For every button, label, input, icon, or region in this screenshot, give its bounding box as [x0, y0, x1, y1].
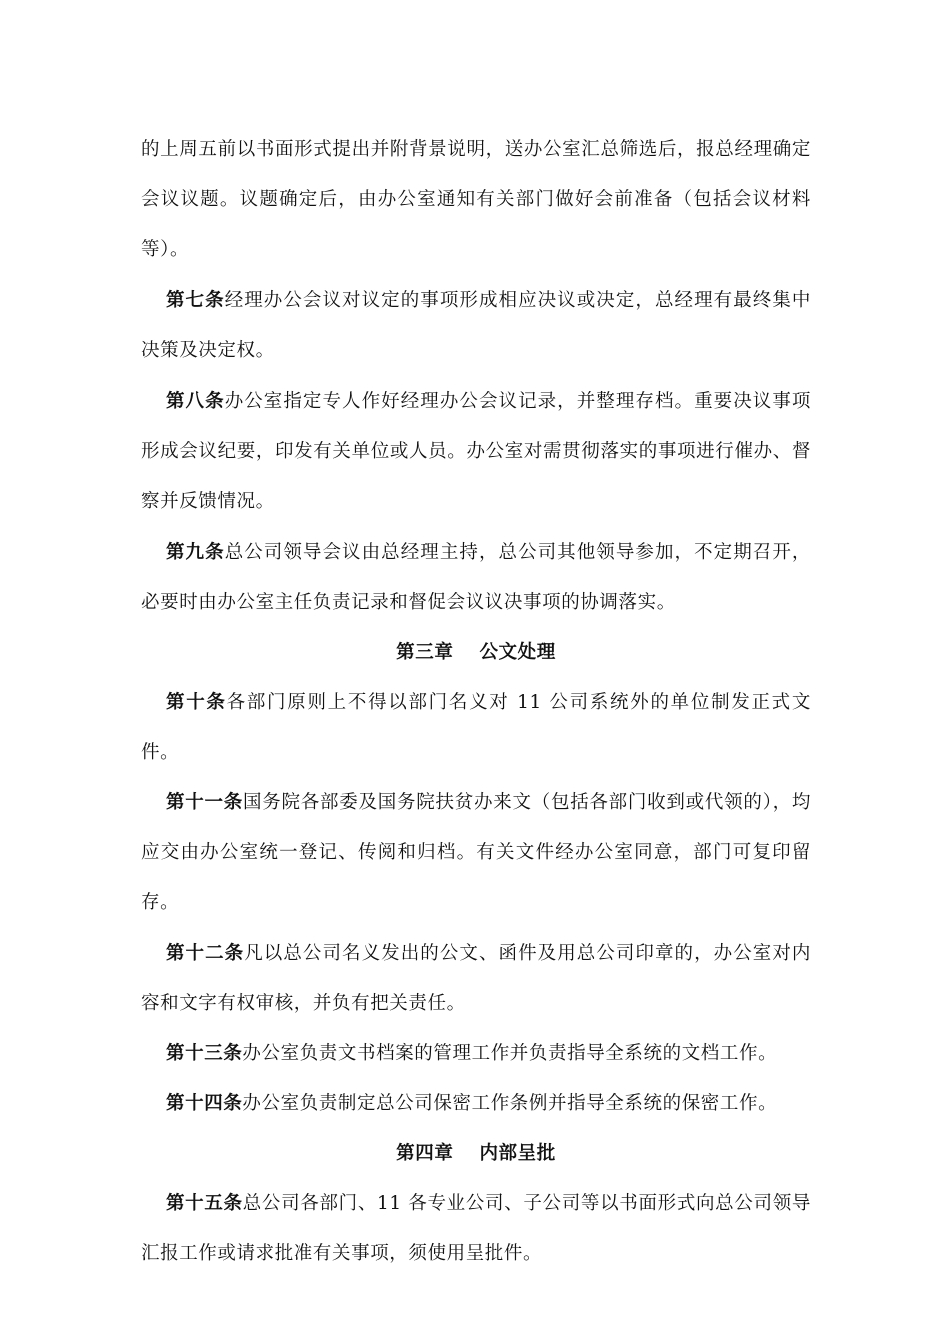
chapter-3-heading: [141, 628, 811, 678]
document-page: [141, 125, 811, 1279]
article-label: 第十五条: [166, 1193, 243, 1214]
article-text: 国务院各部委及国务院扶贫办来文（包括各部门收到或代领的），均应交由办公室统一登记、传阅和归档。有关文件经办公室同意，部门可复印留存。: [141, 792, 811, 913]
article-7: [141, 276, 811, 376]
article-text: 总公司各部门、11 各专业公司、子公司等以书面形式向总公司领导汇报工作或请求批准有关事项，须使用呈批件。: [141, 1193, 811, 1264]
article-text: 办公室负责文书档案的管理工作并负责指导全系统的文档工作。: [242, 1043, 778, 1064]
article-text: 经理办公会议对议定的事项形成相应决议或决定，总经理有最终集中决策及决定权。: [141, 290, 811, 361]
chapter-number: 第四章: [396, 1143, 454, 1164]
article-14: [141, 1079, 811, 1129]
article-label: 第八条: [166, 391, 225, 412]
article-label: 第七条: [166, 290, 225, 311]
article-text: 办公室负责制定总公司保密工作条例并指导全系统的保密工作。: [242, 1093, 778, 1114]
article-8: [141, 377, 811, 527]
article-text: 凡以总公司名义发出的公文、函件及用总公司印章的，办公室对内容和文字有权审核，并负有把关责任。: [141, 943, 812, 1014]
paragraph-text: 的上周五前以书面形式提出并附背景说明，送办公室汇总筛选后，报总经理确定会议议题。议题确定后，由办公室通知有关部门做好会前准备（包括会议材料等）。: [141, 139, 811, 260]
chapter-title: 内部呈批: [479, 1143, 556, 1164]
article-label: 第十二条: [166, 943, 245, 964]
article-text: 总公司领导会议由总经理主持，总公司其他领导参加，不定期召开，必要时由办公室主任负责记录和督促会议议决事项的协调落实。: [141, 542, 811, 613]
article-label: 第十一条: [166, 792, 243, 813]
article-13: [141, 1029, 811, 1079]
article-9: [141, 528, 811, 628]
article-text: 各部门原则上不得以部门名义对 11 公司系统外的单位制发正式文件。: [141, 692, 811, 763]
article-12: [141, 929, 811, 1029]
chapter-number: 第三章: [396, 642, 454, 663]
paragraph-continued: [141, 125, 811, 275]
article-label: 第九条: [166, 542, 225, 563]
article-label: 第十四条: [166, 1093, 243, 1114]
chapter-4-heading: [141, 1129, 811, 1179]
article-10: [141, 678, 811, 778]
article-label: 第十三条: [166, 1043, 243, 1064]
article-11: [141, 778, 811, 928]
chapter-title: 公文处理: [479, 642, 556, 663]
article-label: 第十条: [166, 692, 227, 713]
article-text: 办公室指定专人作好经理办公会议记录，并整理存档。重要决议事项形成会议纪要，印发有关单位或人员。办公室对需贯彻落实的事项进行催办、督察并反馈情况。: [141, 391, 811, 512]
article-15: [141, 1179, 811, 1279]
